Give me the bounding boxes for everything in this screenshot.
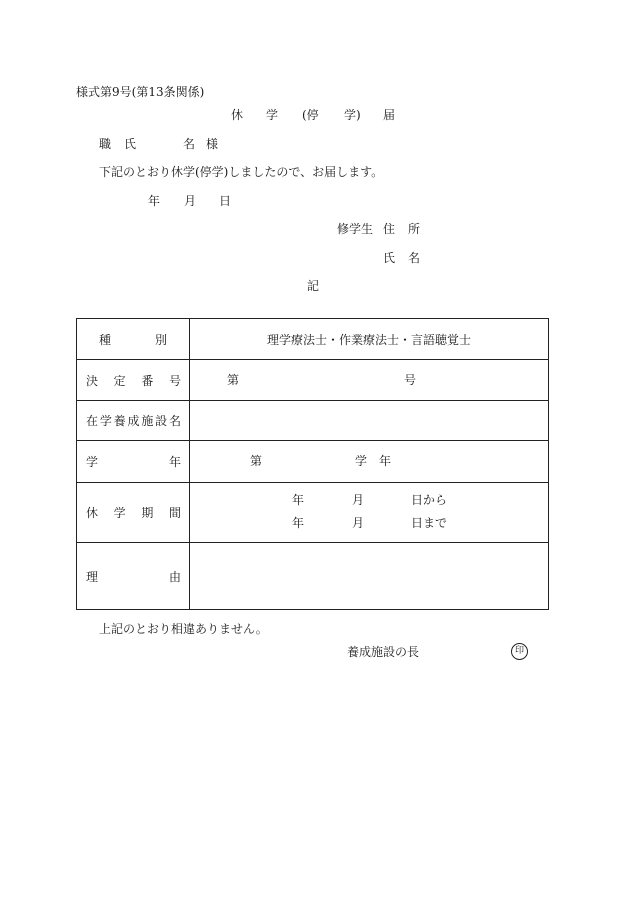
addressee-name-label: 名 bbox=[183, 137, 196, 151]
to-month: 月 bbox=[352, 516, 365, 530]
table-row-grade bbox=[77, 441, 549, 483]
details-table bbox=[76, 318, 549, 610]
table-row-period bbox=[77, 483, 549, 543]
period-label-cell bbox=[77, 483, 190, 543]
from-year: 年 bbox=[292, 493, 305, 507]
ki-label: 記 bbox=[307, 279, 320, 293]
addressee-org: 職 bbox=[99, 137, 112, 151]
period-value-cell[interactable] bbox=[190, 483, 549, 543]
to-year: 年 bbox=[292, 516, 305, 530]
decision-prefix: 第 bbox=[227, 373, 240, 387]
decision-label-cell bbox=[77, 360, 190, 401]
from-day: 日から bbox=[411, 493, 448, 507]
title-char: 休 bbox=[231, 108, 244, 122]
table-row-reason bbox=[77, 543, 549, 610]
grade-label-cell bbox=[77, 441, 190, 483]
label-char: 番 bbox=[141, 373, 154, 388]
facility-value-cell[interactable] bbox=[190, 401, 549, 441]
table-row-facility bbox=[77, 401, 549, 441]
label-char: 号 bbox=[168, 373, 181, 388]
label-char: 休 bbox=[86, 506, 99, 520]
address-label: 所 bbox=[408, 222, 421, 236]
address-label: 住 bbox=[383, 222, 396, 236]
type-value-cell bbox=[190, 319, 549, 360]
label-char: 間 bbox=[168, 506, 181, 520]
intro-text: 下記のとおり休学(停学)しましたので、お届します。 bbox=[99, 165, 384, 179]
title-char: 学) bbox=[344, 108, 361, 122]
addressee-name-label: 氏 bbox=[124, 137, 137, 151]
label-char: 由 bbox=[168, 569, 181, 584]
seal-mark: 印 bbox=[511, 643, 528, 660]
label-char: 年 bbox=[168, 455, 181, 469]
grade-year-char: 年 bbox=[379, 454, 392, 468]
label-char: 学 bbox=[99, 414, 112, 428]
to-day: 日まで bbox=[411, 516, 448, 530]
confirm-text: 上記のとおり相違ありません。 bbox=[99, 622, 268, 636]
label-char: 理 bbox=[86, 569, 99, 584]
label-char: 種 bbox=[99, 332, 112, 347]
addressee-honorific: 様 bbox=[206, 137, 219, 151]
label-char: 学 bbox=[113, 506, 126, 520]
type-label-cell bbox=[77, 319, 190, 360]
label-char: 養 bbox=[113, 414, 126, 428]
label-char: 成 bbox=[127, 414, 140, 428]
date-year: 年 bbox=[148, 194, 161, 208]
grade-char: 学 bbox=[355, 454, 368, 468]
title-char: 学 bbox=[266, 108, 279, 122]
facility-head: 養成施設の長 bbox=[347, 645, 420, 659]
title-char: (停 bbox=[302, 108, 319, 122]
applicant-role: 修学生 bbox=[337, 222, 374, 236]
decision-suffix: 号 bbox=[404, 373, 417, 387]
facility-label-cell bbox=[77, 401, 190, 441]
grade-value-cell[interactable] bbox=[190, 441, 549, 483]
label-char: 学 bbox=[86, 455, 99, 469]
form-number: 様式第9号(第13条関係) bbox=[76, 85, 205, 99]
date-day: 日 bbox=[219, 194, 232, 208]
label-char: 名 bbox=[168, 414, 181, 428]
reason-label-cell bbox=[77, 543, 190, 610]
label-char: 定 bbox=[113, 373, 126, 388]
table-row-type bbox=[77, 319, 549, 360]
qualification-types: 理学療法士・作業療法士・言語聴覚士 bbox=[266, 332, 471, 347]
label-char: 施 bbox=[141, 414, 154, 428]
label-char: 設 bbox=[155, 414, 168, 428]
date-month: 月 bbox=[184, 194, 197, 208]
decision-value-cell[interactable] bbox=[190, 360, 549, 401]
grade-prefix: 第 bbox=[250, 454, 263, 468]
name-label: 氏 bbox=[383, 251, 396, 265]
name-label: 名 bbox=[408, 251, 421, 265]
label-char: 期 bbox=[141, 506, 154, 520]
reason-value-cell[interactable] bbox=[190, 543, 549, 610]
label-char: 決 bbox=[86, 373, 99, 388]
title-char: 届 bbox=[383, 108, 396, 122]
table-row-decision bbox=[77, 360, 549, 401]
from-month: 月 bbox=[352, 493, 365, 507]
label-char: 別 bbox=[154, 332, 167, 347]
label-char: 在 bbox=[86, 414, 99, 428]
